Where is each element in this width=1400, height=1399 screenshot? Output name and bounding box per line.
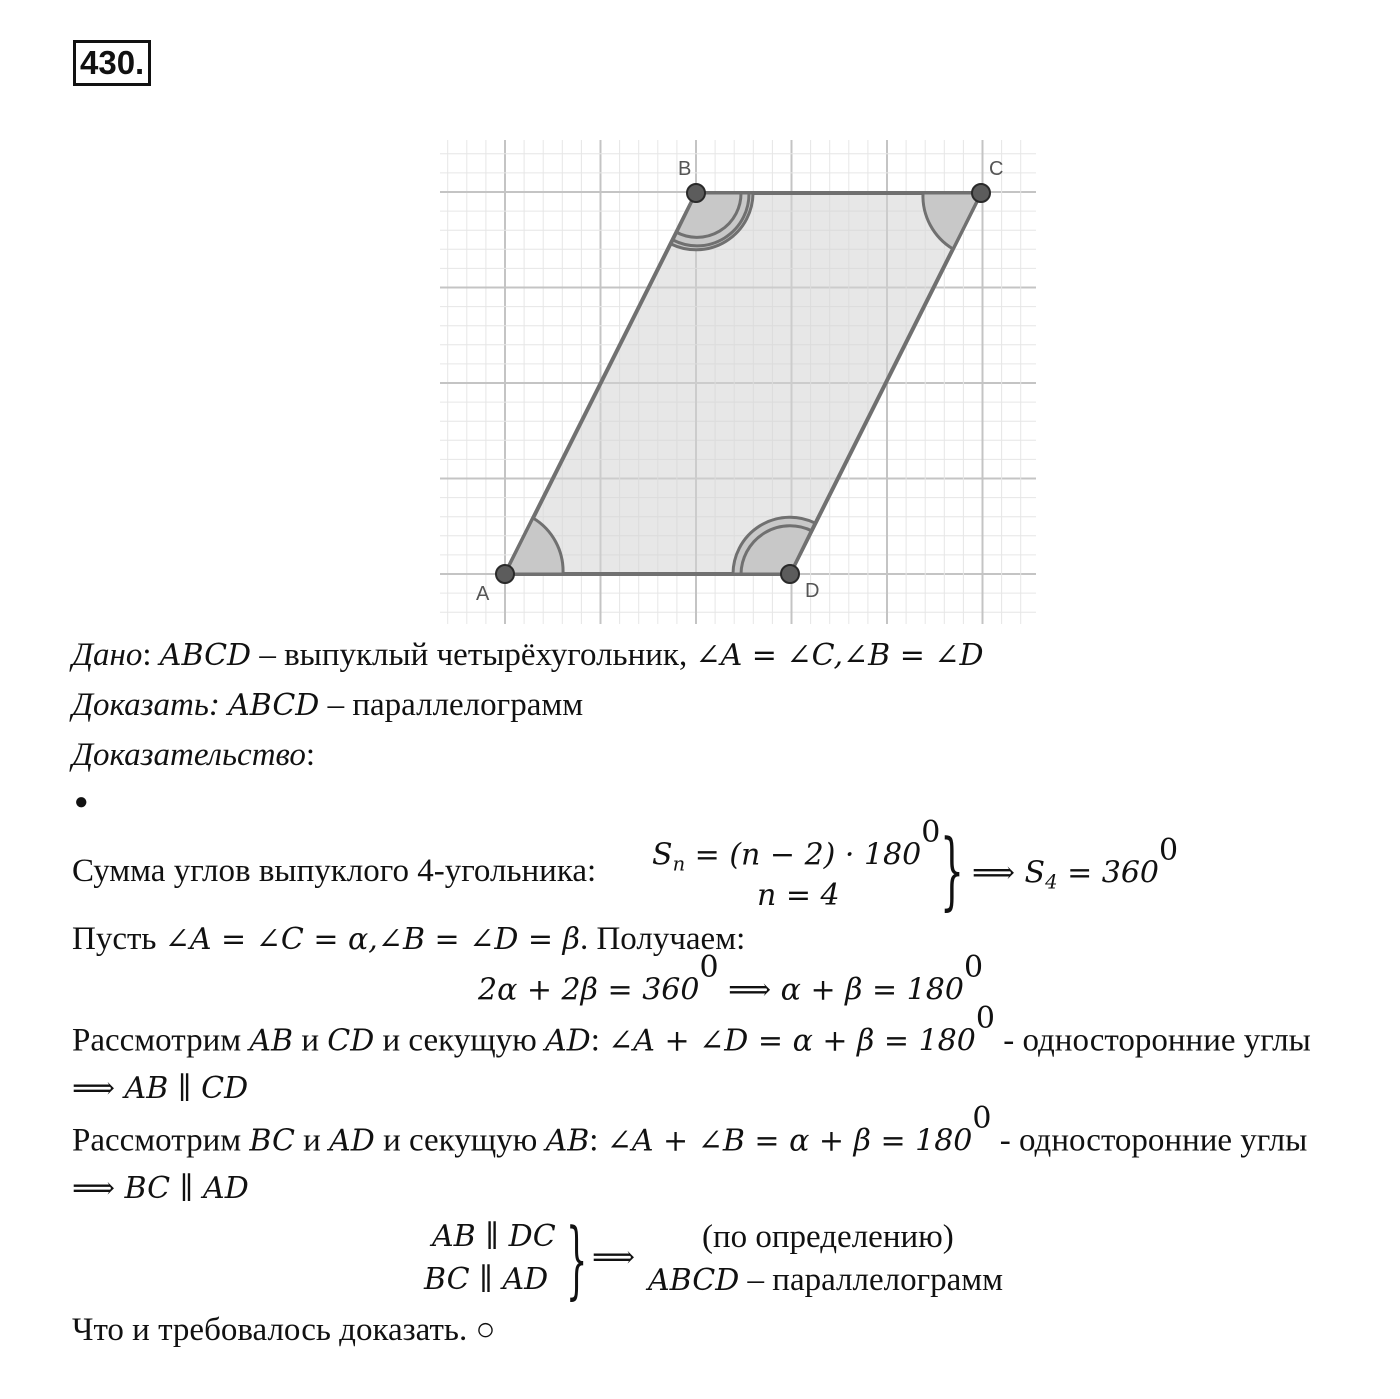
proof-colon: :: [305, 737, 316, 773]
system-brace-1: }: [940, 821, 965, 919]
bullet: ●: [74, 789, 89, 815]
problem-number: 430.: [73, 40, 151, 86]
prove-text: – параллелограмм: [319, 687, 584, 723]
proof-heading: [72, 735, 315, 775]
system-implies: ⟹: [592, 1240, 636, 1275]
result-bc-parallel-ad: ⟹ BC ∥ AD: [72, 1171, 249, 1206]
vertex-d-point: [781, 565, 799, 583]
proof-label: Доказательство: [72, 737, 306, 773]
given-condition: ∠A = ∠C,∠B = ∠D: [695, 638, 984, 673]
vertex-c-label: C: [989, 158, 1004, 180]
consider-ab-cd-line: Рассмотрим AB и CD и секущую AD: ∠A + ∠D = $\alpha + \beta = 180^0$ - односторонние углы: [72, 1001, 1311, 1059]
let-line: Пусть ∠A = ∠C = α,∠B = ∠D = β. Получаем:: [72, 921, 746, 957]
parallelogram-figure: [0, 0, 1400, 640]
vertex-b-point: [687, 184, 705, 202]
consider-bc-ad-line: Рассмотрим BC и AD и секущую AB: ∠A + ∠B = $\alpha + \beta = 180^0$ - односторонние углы: [72, 1101, 1308, 1159]
sum-formula: $S_n = (n - 2) \cdot 180^0$: [652, 815, 941, 876]
vertex-a-label: A: [476, 583, 490, 605]
given-line: [72, 635, 984, 676]
vertex-c-point: [972, 184, 990, 202]
prove-figure: ABCD: [228, 688, 320, 723]
given-figure: ABCD: [159, 638, 252, 673]
system-line-1: AB ∥ DC: [432, 1219, 556, 1254]
conclusion-line: ABCD – параллелограмм: [648, 1262, 1004, 1298]
vertex-b-label: B: [678, 158, 692, 180]
angle-sum-formula: $2\alpha + 2\beta = 360^0$ ⟹ $\alpha + \beta = 180^0$: [478, 950, 984, 1008]
sum-text: Сумма углов выпуклого 4-угольника:: [72, 853, 597, 889]
vertex-d-label: D: [805, 580, 820, 602]
given-label: Дано: [72, 637, 143, 673]
system-brace-2: }: [566, 1210, 588, 1308]
by-definition: (по определению): [702, 1219, 954, 1255]
vertex-a-point: [496, 565, 514, 583]
system-line-2: BC ∥ AD: [424, 1262, 549, 1297]
prove-label: Доказать:: [72, 687, 229, 723]
given-colon: :: [142, 637, 152, 673]
given-text: – выпуклый четырёхугольник,: [251, 637, 696, 673]
result-ab-parallel-cd: ⟹ AB ∥ CD: [72, 1071, 249, 1106]
sum-result: ⟹ $S_4 = 360^0$: [972, 833, 1179, 894]
n-equation: n = 4: [757, 878, 840, 913]
qed-line: Что и требовалось доказать. ○: [72, 1312, 496, 1348]
prove-line: [72, 685, 583, 726]
